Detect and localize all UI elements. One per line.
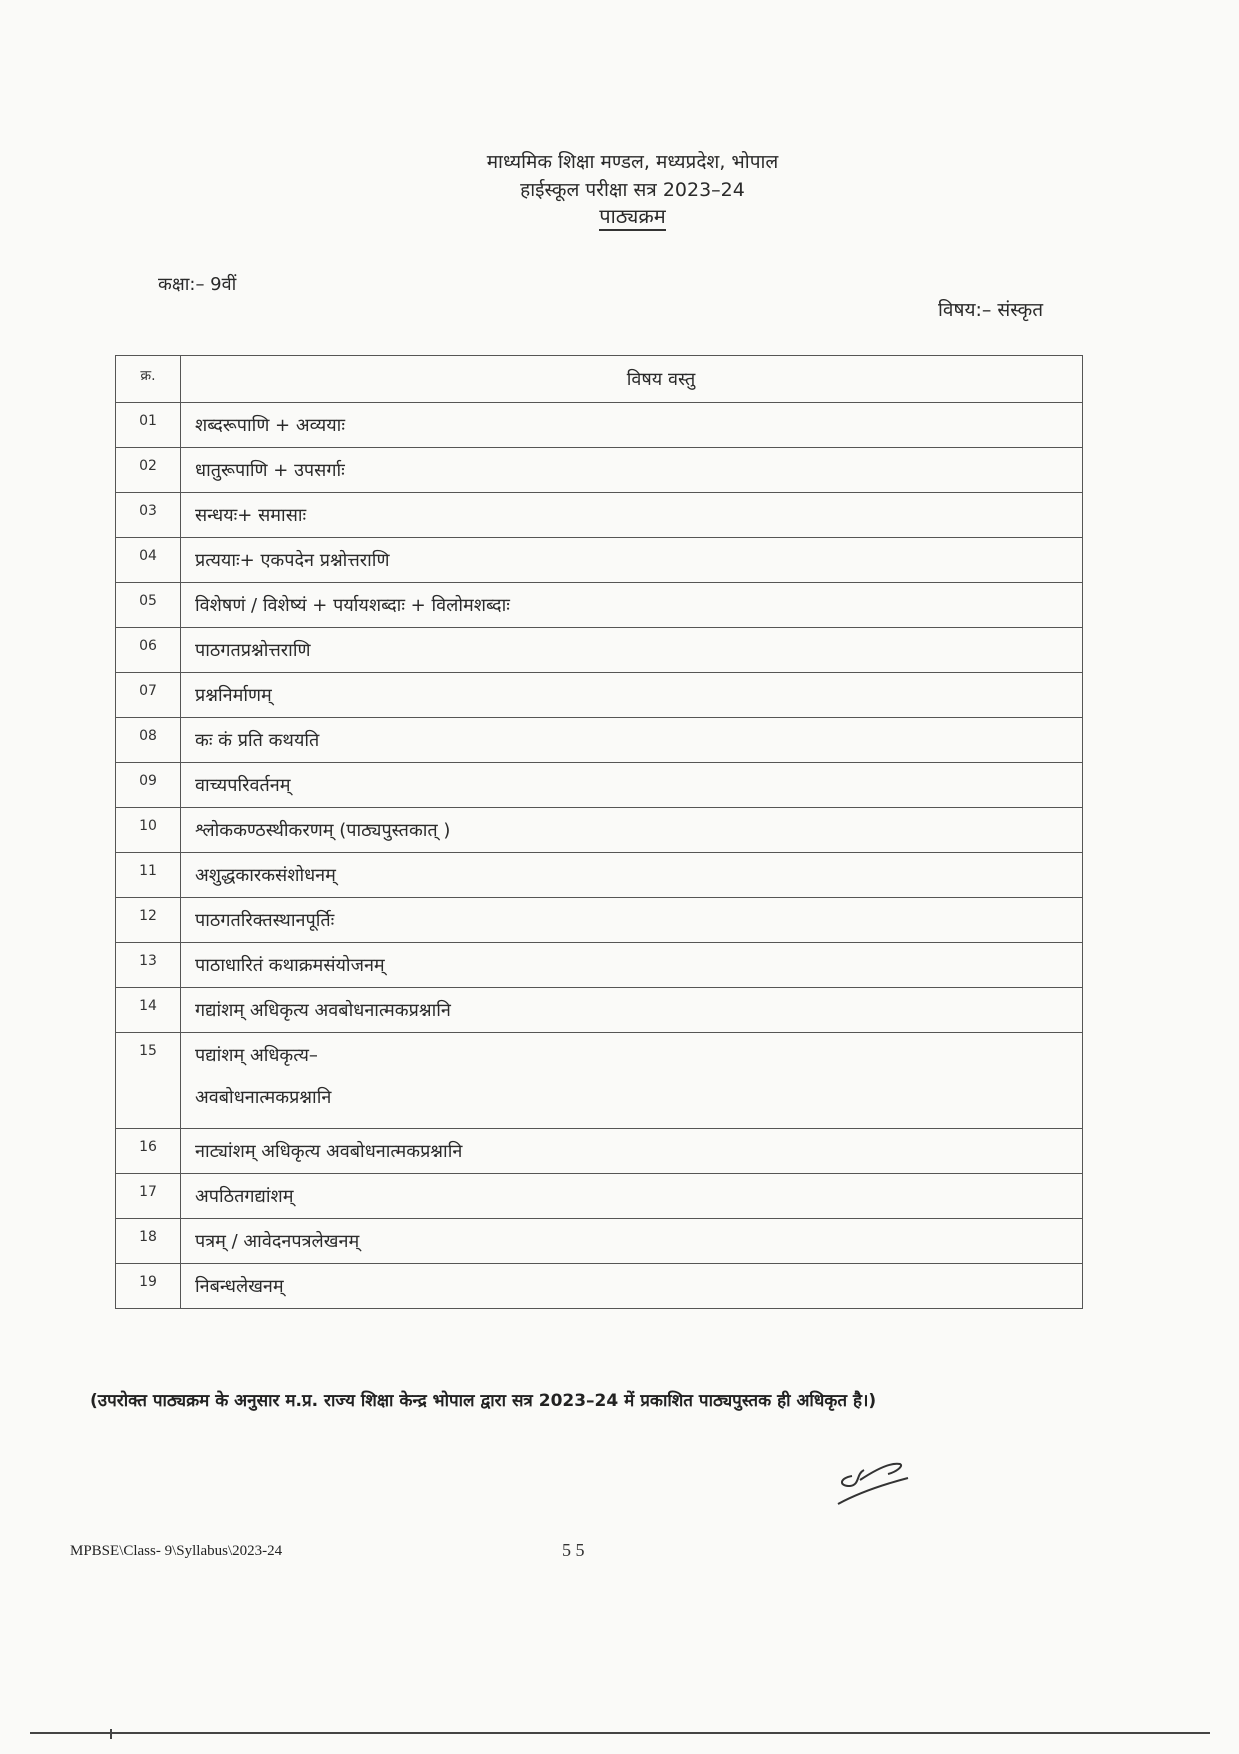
row-serial-number: 04 [116,538,181,583]
exam-session: हाईस्कूल परीक्षा सत्र 2023–24 [520,179,745,201]
row-content: निबन्धलेखनम् [181,1264,1083,1309]
column-header-sn: क्र. [116,356,181,403]
row-content-line: अवबोधनात्मकप्रश्नानि [195,1087,332,1108]
row-content [181,1033,1083,1129]
row-content: पाठगतरिक्तस्थानपूर्तिः [181,898,1083,943]
row-content: शब्दरूपाणि + अव्ययाः [181,403,1083,448]
row-content: प्रत्ययाः+ एकपदेन प्रश्नोत्तराणि [181,538,1083,583]
document-header [0,148,1239,231]
table-row [116,538,1083,583]
table-row [116,628,1083,673]
table-row [116,1033,1083,1129]
file-path: MPBSE\Class- 9\Syllabus\2023-24 [70,1543,283,1559]
row-serial-number: 08 [116,718,181,763]
row-content: पत्रम् / आवेदनपत्रलेखनम् [181,1219,1083,1264]
row-content: नाट्यांशम् अधिकृत्य अवबोधनात्मकप्रश्नानि [181,1129,1083,1174]
row-serial-number: 05 [116,583,181,628]
row-serial-number: 19 [116,1264,181,1309]
row-serial-number: 18 [116,1219,181,1264]
table-row [116,943,1083,988]
row-content: सन्धयः+ समासाः [181,493,1083,538]
syllabus-table [115,355,1083,1309]
page-number: 5 5 [562,1540,585,1560]
board-name: माध्यमिक शिक्षा मण्डल, मध्यप्रदेश, भोपाल [486,151,779,173]
page-title: पाठ्यक्रम [599,204,665,231]
table-row [116,1264,1083,1309]
table-row [116,808,1083,853]
class-label: कक्षा:– 9वीं [158,274,237,295]
row-serial-number: 02 [116,448,181,493]
row-serial-number: 01 [116,403,181,448]
row-serial-number: 06 [116,628,181,673]
row-content: वाच्यपरिवर्तनम् [181,763,1083,808]
table-row [116,1219,1083,1264]
table-row [116,853,1083,898]
bottom-rule-tick [110,1729,112,1739]
table-row [116,898,1083,943]
subject-label: विषय:– संस्कृत [938,299,1044,321]
row-content: अशुद्धकारकसंशोधनम् [181,853,1083,898]
footnote: (उपरोक्त पाठ्यक्रम के अनुसार म.प्र. राज्य शिक्षा केन्द्र भोपाल द्वारा सत्र 2023–24 में प्रकाशित पाठ्यपुस्तक ही अधिकृत है।) [90,1391,877,1411]
row-serial-number: 15 [116,1033,181,1129]
table-row [116,1174,1083,1219]
row-serial-number: 16 [116,1129,181,1174]
row-serial-number: 09 [116,763,181,808]
row-content: प्रश्ननिर्माणम् [181,673,1083,718]
table-row [116,493,1083,538]
row-content: कः कं प्रति कथयति [181,718,1083,763]
row-serial-number: 03 [116,493,181,538]
table-row [116,763,1083,808]
row-content: पाठाधारितं कथाक्रमसंयोजनम् [181,943,1083,988]
table-row [116,1129,1083,1174]
syllabus-table-body [116,403,1083,1309]
row-serial-number: 07 [116,673,181,718]
signature-image [830,1448,920,1508]
column-header-content: विषय वस्तु [181,356,1083,403]
row-serial-number: 10 [116,808,181,853]
row-content: धातुरूपाणि + उपसर्गाः [181,448,1083,493]
row-content: विशेषणं / विशेष्यं + पर्यायशब्दाः + विलोमशब्दाः [181,583,1083,628]
table-row [116,988,1083,1033]
row-serial-number: 13 [116,943,181,988]
bottom-rule [30,1732,1210,1734]
table-row [116,583,1083,628]
table-header-row [116,356,1083,403]
row-serial-number: 14 [116,988,181,1033]
row-serial-number: 11 [116,853,181,898]
row-serial-number: 17 [116,1174,181,1219]
table-row [116,403,1083,448]
row-content: श्लोककण्ठस्थीकरणम् (पाठ्यपुस्तकात् ) [181,808,1083,853]
row-content: पाठगतप्रश्नोत्तराणि [181,628,1083,673]
row-content-line: पद्यांशम् अधिकृत्य– [195,1045,318,1066]
row-content: गद्यांशम् अधिकृत्य अवबोधनात्मकप्रश्नानि [181,988,1083,1033]
row-content: अपठितगद्यांशम् [181,1174,1083,1219]
table-row [116,673,1083,718]
table-row [116,718,1083,763]
row-serial-number: 12 [116,898,181,943]
table-row [116,448,1083,493]
